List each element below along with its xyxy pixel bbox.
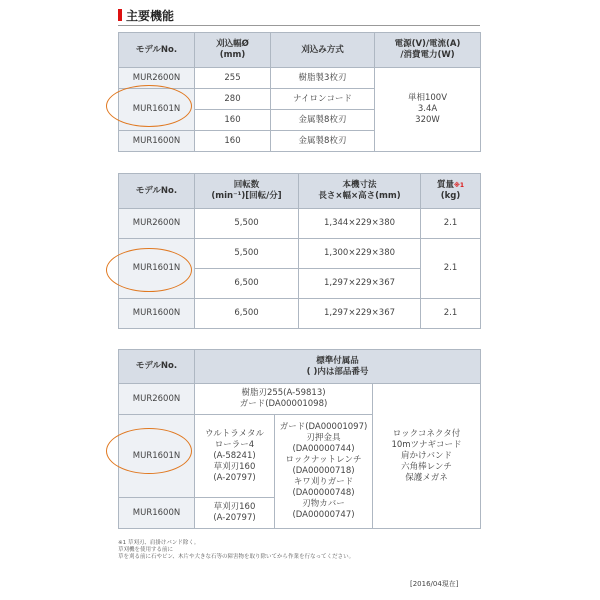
table-row — [119, 384, 481, 415]
weight-cell: 2.1 — [421, 209, 481, 239]
header-cut-width: 刈込幅Ø (mm) — [195, 33, 271, 68]
accessories-table — [118, 349, 481, 529]
model-cell: MUR1601N — [119, 89, 195, 131]
accessory-cell: 樹脂刃255(A-59813) ガード(DA00001098) — [195, 384, 373, 415]
method-cell: 樹脂製3枚刃 — [271, 68, 375, 89]
model-cell: MUR2600N — [119, 68, 195, 89]
model-cell: MUR1600N — [119, 131, 195, 152]
width-cell: 255 — [195, 68, 271, 89]
table-row — [119, 239, 481, 269]
table-row — [119, 209, 481, 239]
footnote-line: 草刈機を使用する前に — [118, 547, 174, 553]
table-header-row — [119, 174, 481, 209]
footnote-line: ※1 草刈刃、肩掛けバンド除く。 — [118, 540, 200, 546]
spec-table-dimensions — [118, 173, 481, 329]
weight-cell: 2.1 — [421, 239, 481, 299]
title-accent-bar — [118, 9, 122, 21]
method-cell: 金属製8枚刃 — [271, 131, 375, 152]
table-header-row — [119, 33, 481, 68]
header-model: モデルNo. — [119, 350, 195, 384]
table-header-row — [119, 350, 481, 384]
header-model: モデルNo. — [119, 33, 195, 68]
accessory-shared-cell: ガード(DA00001097) 刃押金具(DA00000744) ロックナットレンチ (DA00000718) キワ刈りガード (DA00000748) 刃物カバー (DA00000747) — [275, 415, 373, 529]
footnote-mark: ※1 — [454, 182, 465, 189]
section-title: 主要機能 — [126, 9, 175, 23]
model-cell: MUR2600N — [119, 209, 195, 239]
accessory-common-cell: ロックコネクタ付 10mツナギコード 肩かけバンド 六角棒レンチ 保護メガネ — [373, 384, 481, 529]
header-power: 電源(V)/電流(A) /消費電力(W) — [375, 33, 481, 68]
rpm-cell: 5,500 — [195, 239, 299, 269]
footnote-line: 草を刈る前に石やビン、木片や大きな石等の障害物を取り除いてから作業を行なってください。 — [118, 554, 355, 560]
spec-table-main — [118, 32, 481, 152]
dims-cell: 1,344×229×380 — [299, 209, 421, 239]
width-cell: 160 — [195, 110, 271, 131]
section-header — [118, 7, 480, 23]
header-rpm: 回転数 (min⁻¹)[回転/分] — [195, 174, 299, 209]
method-cell: ナイロンコード — [271, 89, 375, 110]
table-row — [119, 68, 481, 89]
power-cell: 単相100V 3.4A 320W — [375, 68, 481, 152]
width-cell: 160 — [195, 131, 271, 152]
header-accessories: 標準付属品 ( )内は部品番号 — [195, 350, 481, 384]
accessory-cell: ウルトラメタル ローラー4 (A-58241) 草刈刃160 (A-20797) — [195, 415, 275, 498]
rpm-cell: 6,500 — [195, 299, 299, 329]
header-dimensions: 本機寸法 長さ×幅×高さ(mm) — [299, 174, 421, 209]
model-cell: MUR1600N — [119, 299, 195, 329]
title-underline — [118, 25, 480, 26]
date-note: [2016/04現在] — [410, 580, 459, 588]
rpm-cell: 5,500 — [195, 209, 299, 239]
footnotes — [118, 540, 480, 561]
header-cut-method: 刈込み方式 — [271, 33, 375, 68]
model-cell: MUR2600N — [119, 384, 195, 415]
rpm-cell: 6,500 — [195, 269, 299, 299]
dims-cell: 1,297×229×367 — [299, 269, 421, 299]
model-cell: MUR1601N — [119, 415, 195, 498]
header-model: モデルNo. — [119, 174, 195, 209]
width-cell: 280 — [195, 89, 271, 110]
model-cell: MUR1600N — [119, 498, 195, 529]
dims-cell: 1,300×229×380 — [299, 239, 421, 269]
accessory-cell: 草刈刃160 (A-20797) — [195, 498, 275, 529]
weight-cell: 2.1 — [421, 299, 481, 329]
table-row — [119, 299, 481, 329]
header-weight: 質量$^{※1}$ (kg) — [421, 174, 481, 209]
method-cell: 金属製8枚刃 — [271, 110, 375, 131]
model-cell: MUR1601N — [119, 239, 195, 299]
dims-cell: 1,297×229×367 — [299, 299, 421, 329]
